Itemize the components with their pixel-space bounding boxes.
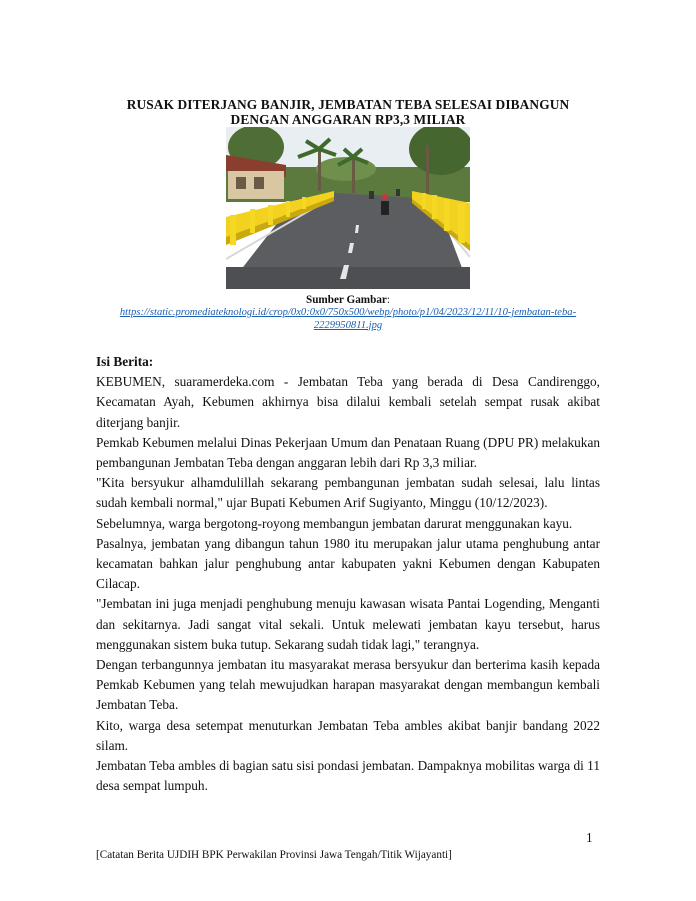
paragraph-8: Kito, warga desa setempat menuturkan Jembatan Teba ambles akibat banjir bandang 2022 silam. (96, 717, 600, 753)
article-body (96, 352, 600, 796)
title-line-1: RUSAK DITERJANG BANJIR, JEMBATAN TEBA SELESAI DIBANGUN (126, 97, 570, 112)
image-source-url-line-2: 2229950811.jpg (313, 319, 383, 331)
article-title (96, 97, 600, 127)
image-source-link[interactable] (96, 307, 600, 332)
paragraph-4: Sebelumnya, warga bergotong-royong membangun jembatan darurat menggunakan kayu. (96, 515, 573, 531)
paragraph-9: Jembatan Teba ambles di bagian satu sisi pondasi jembatan. Dampaknya mobilitas warga di 11 desa sempat lumpuh. (96, 758, 600, 794)
bridge-photo (226, 127, 470, 289)
paragraph-2: Pemkab Kebumen melalui Dinas Pekerjaan Umum dan Penataan Ruang (DPU PR) melakukan pembangunan Jembatan Teba dengan anggaran lebih dari Rp 3,3 miliar. (96, 434, 600, 471)
section-heading: Isi Berita: (96, 354, 154, 369)
page-number: 1 (586, 830, 593, 845)
paragraph-6: "Jembatan ini juga menjadi penghubung menuju kawasan wisata Pantai Logending, Menganti dan sekitarnya. Jadi sangat vital sekali. Untuk melewati jembatan kayu tersebut, harus menggunakan sistem buka tutup. Sekarang sudah tidak lagi," terangnya. (96, 596, 600, 652)
caption-label: Sumber Gambar (305, 294, 387, 306)
paragraph-1: KEBUMEN, suaramerdeka.com - Jembatan Teba yang berada di Desa Candirenggo, Kecamatan Ayah, Kebumen akhirnya bisa dilalui kembali setelah sempat rusak akibat diterjang banjir. (96, 374, 600, 430)
image-source-url-line-1: https://static.promediateknologi.id/crop/0x0:0x0/750x500/webp/photo/p1/04/2023/12/11/10-jembatan-teba- (119, 307, 577, 318)
image-caption: Sumber Gambar: https://static.promediateknologi.id/crop/0x0:0x0/750x500/webp/photo/p1/04/2023/12/11/10-jembatan-teba- 2229950811.jpg (96, 294, 600, 332)
footer-note: [Catatan Berita UJDIH BPK Perwakilan Provinsi Jawa Tengah/Titik Wijayanti] (96, 849, 452, 861)
paragraph-7: Dengan terbangunnya jembatan itu masyarakat merasa bersyukur dan berterima kasih kepada Pemkab Kebumen yang telah mewujudkan harapan masyarakat dengan membangun kembali Jembatan Teba. (96, 657, 600, 713)
paragraph-5: Pasalnya, jembatan yang dibangun tahun 1980 itu merupakan jalur utama penghubung antar kecamatan bahkan jalur penghubung antar kabupaten yakni Kebumen dengan Kabupaten Cilacap. (96, 535, 600, 592)
paragraph-3: "Kita bersyukur alhamdulillah sekarang pembangunan jembatan sudah selesai, lalu lintas sudah kembali normal," ujar Bupati Kebumen Arif Sugiyanto, Minggu (10/12/2023). (96, 475, 600, 511)
title-line-2: DENGAN ANGGARAN RP3,3 MILIAR (230, 112, 466, 127)
